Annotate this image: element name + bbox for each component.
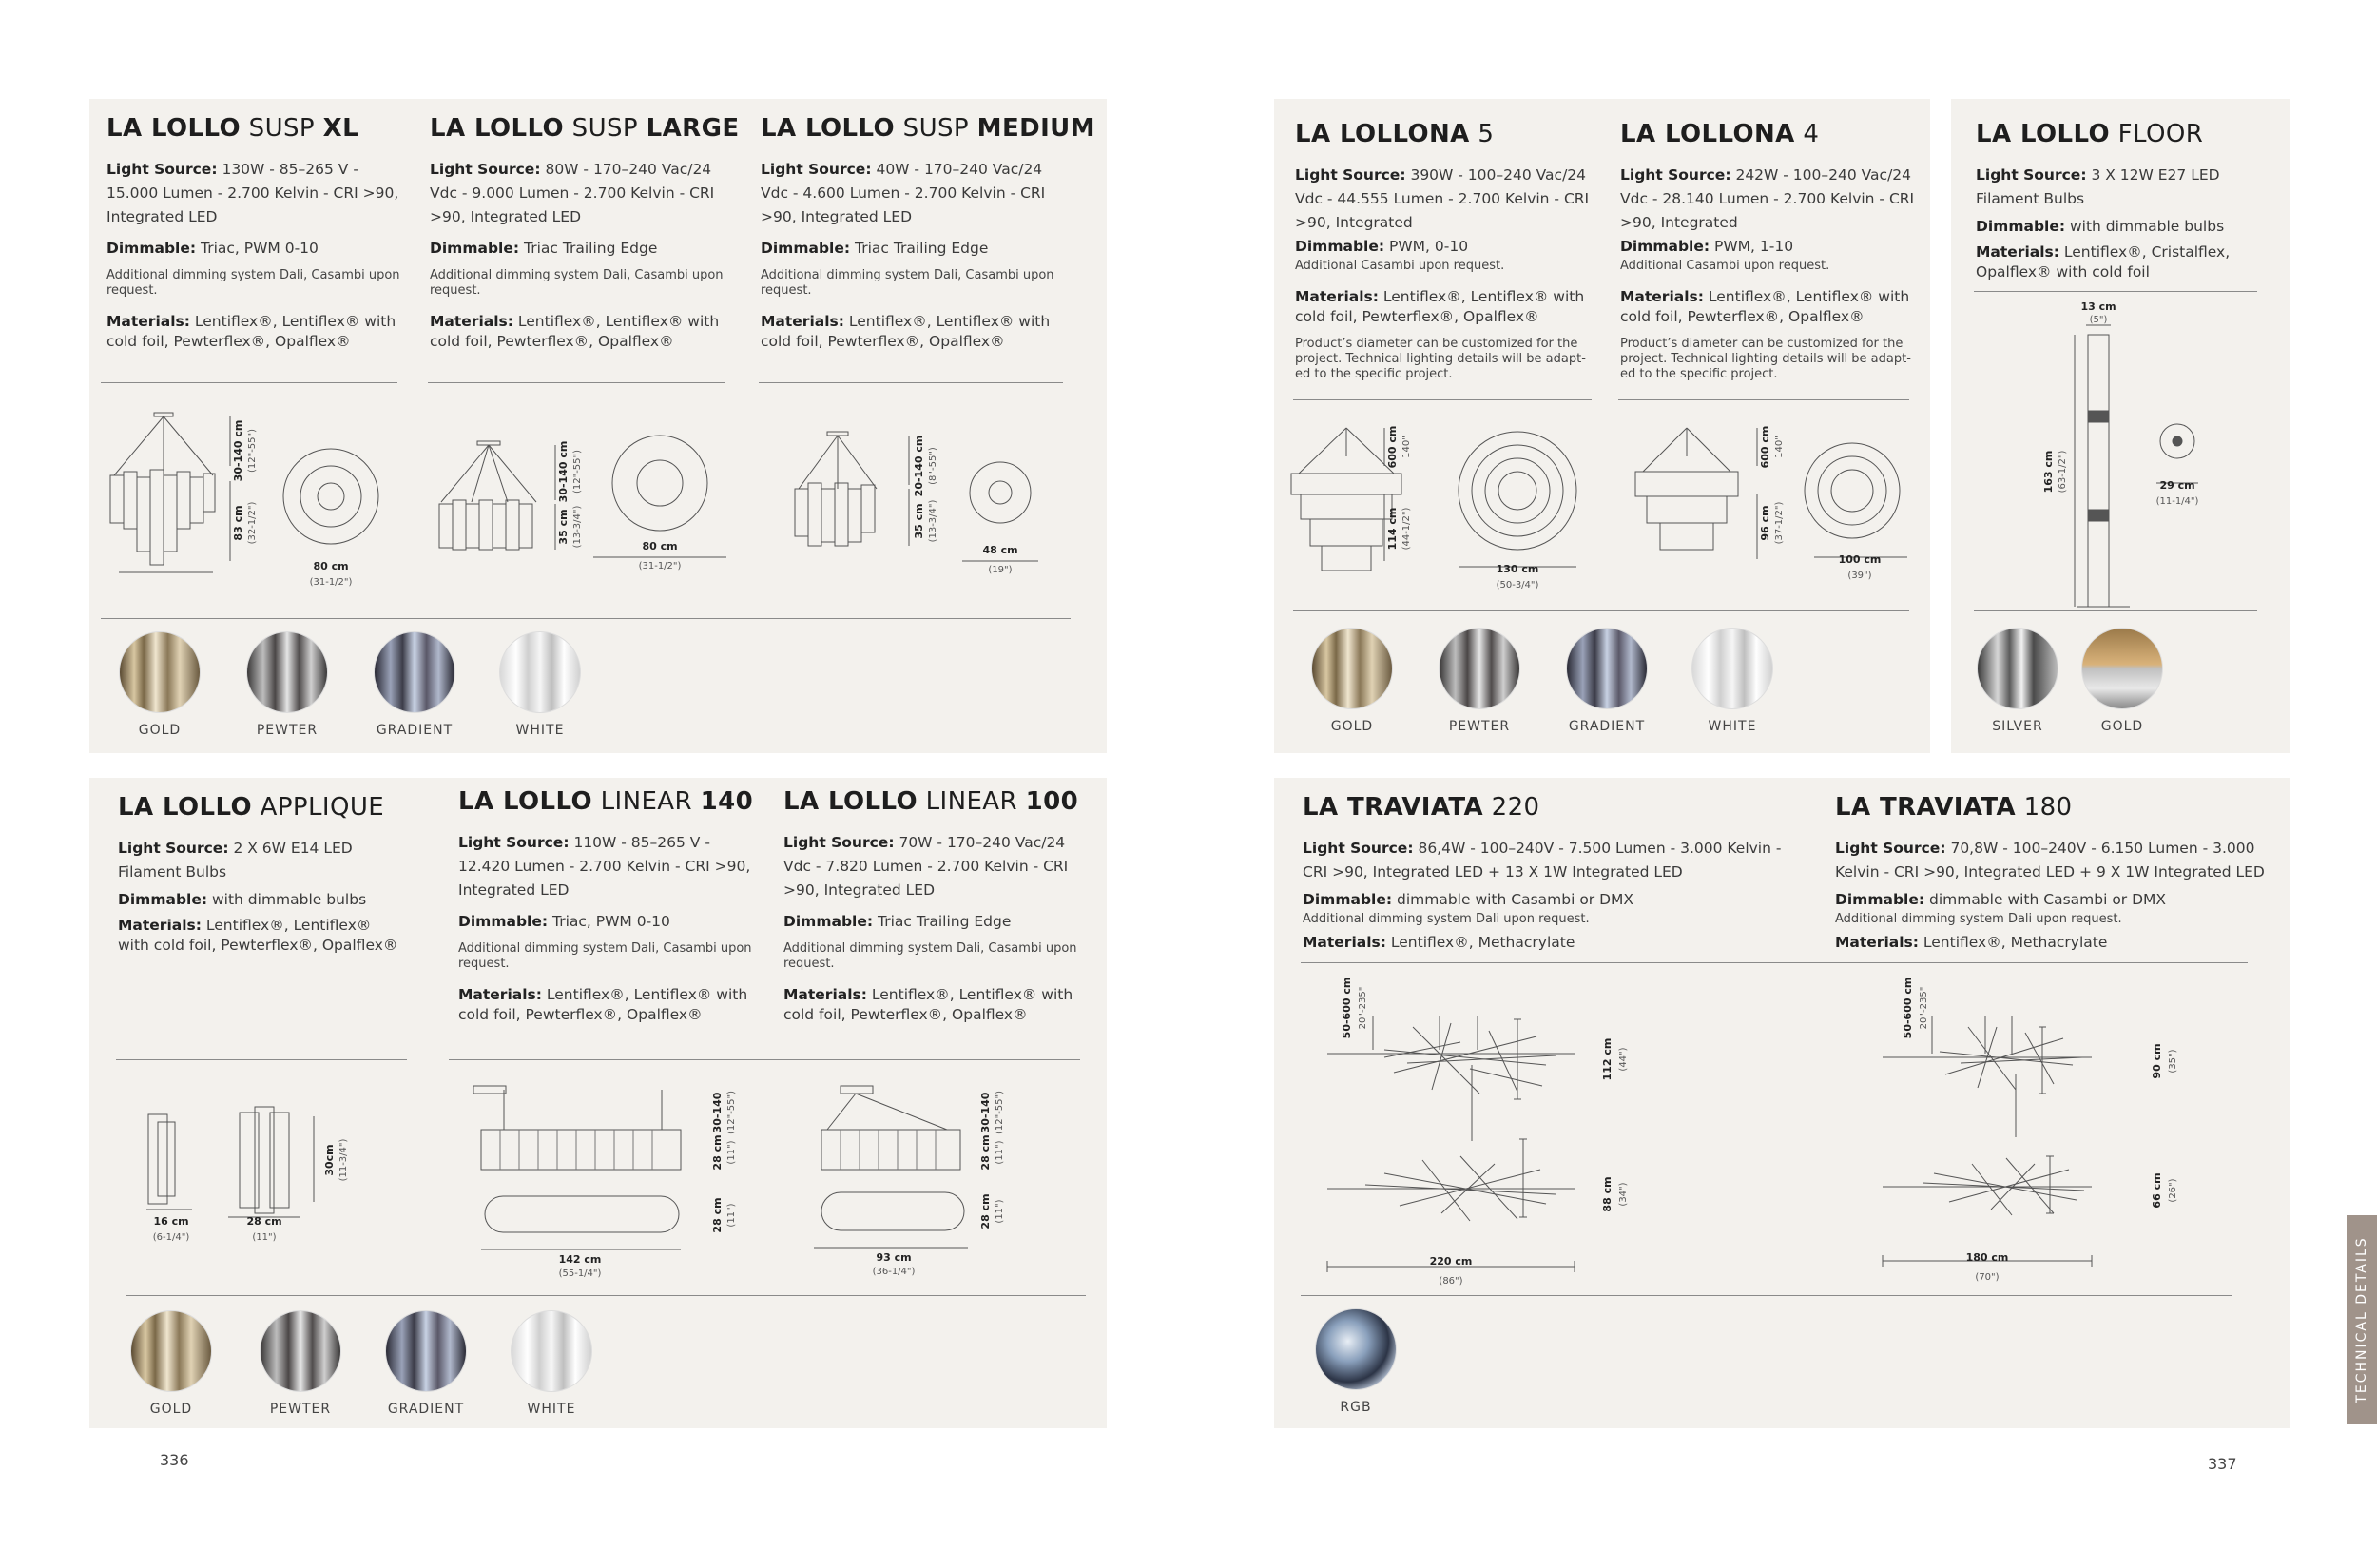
dimmable-spec: Dimmable: with dimmable bulbs — [118, 891, 367, 908]
dim-height: 114 cm — [1386, 507, 1399, 551]
dim-height: 30cm — [323, 1144, 336, 1176]
materials-spec: Materials: Lentiflex®, Methacrylate — [1303, 934, 1575, 951]
dimming-note: Additional dimming system Dali upon request. — [1835, 912, 2122, 926]
materials-spec: Materials: Lentiflex®, Methacrylate — [1835, 934, 2108, 951]
materials-spec: Materials: Lentiflex®, Lentiflex® with cold foil, Pewterflex®, Opalflex® — [1295, 288, 1585, 325]
finish-gold: GOLD — [1295, 628, 1409, 734]
finish-gradient-swatch — [1566, 628, 1648, 709]
materials-spec: Materials: Lentiflex®, Lentiflex® with cold foil, Pewterflex®, Opalflex® — [783, 986, 1073, 1023]
light-source-spec: Light Source: 390W - 100–240 Vac/24 Vdc - 44.555 Lumen - 2.700 Kelvin - CRI >90, Integrated — [1295, 166, 1590, 231]
dim-height-inch: (44") — [1618, 1047, 1629, 1072]
diagram-floor — [2035, 297, 2225, 620]
finish-pewter: PEWTER — [1422, 628, 1536, 734]
finish-pewter: PEWTER — [230, 631, 344, 738]
finish-white-swatch — [511, 1310, 592, 1392]
product-title: LA LOLLO LINEAR 140 — [458, 787, 754, 816]
materials-spec: Materials: Lentiflex®, Lentiflex® with cold foil, Pewterflex®, Opalflex® — [761, 313, 1051, 350]
dim-depth: 28 cm — [979, 1193, 992, 1229]
dim-width: 130 cm — [1496, 563, 1539, 575]
product-title: LA LOLLO SUSP LARGE — [430, 114, 740, 143]
dim-height-inch: (13-3/4") — [572, 505, 583, 549]
dim-height: 163 cm — [2042, 450, 2055, 494]
product-title: LA TRAVIATA 180 — [1835, 793, 2073, 822]
divider — [1301, 962, 2248, 963]
finish-gold-swatch — [130, 1310, 212, 1392]
product-lollona-4 — [1620, 120, 1923, 396]
finish-gold: GOLD — [103, 631, 217, 738]
finish-rgb: RGB — [1299, 1308, 1413, 1415]
dim-depth-inch: (34") — [1618, 1182, 1629, 1207]
dim-cable: 30-140 — [979, 1092, 992, 1133]
dimmable-spec: Dimmable: Triac Trailing Edge — [761, 240, 989, 257]
materials-spec: Materials: Lentiflex®, Lentiflex® with cold foil, Pewterflex®, Opalflex® — [118, 917, 398, 954]
finish-white-swatch — [1691, 628, 1773, 709]
dim-cable: 30-140 — [711, 1092, 724, 1133]
product-linear-140 — [458, 787, 761, 1033]
dimming-note: Additional dimming system Dali upon request. — [1303, 912, 1590, 926]
finish-silver: SILVER — [1961, 628, 2075, 734]
product-linear-100 — [783, 787, 1086, 1033]
materials-spec: Materials: Lentiflex®, Lentiflex® with cold foil, Pewterflex®, Opalflex® — [1620, 288, 1910, 325]
dim-height-inch: (44-1/2") — [1401, 507, 1412, 551]
dim-height-inch: (35") — [2168, 1049, 2178, 1074]
product-susp-xl — [106, 114, 411, 359]
product-title: LA TRAVIATA 220 — [1303, 793, 1540, 822]
dim-top: 13 cm — [2080, 300, 2116, 313]
divider — [428, 382, 725, 383]
dim-width: 93 cm — [876, 1251, 912, 1264]
finish-gold-swatch — [119, 631, 201, 713]
product-title: LA LOLLONA 5 — [1295, 120, 1495, 148]
dim-height-cable: 30-140 cm — [232, 419, 244, 482]
dim-cable-inch: (12"-55") — [726, 1090, 737, 1135]
dim-depth: 66 cm — [2151, 1172, 2163, 1209]
product-lollona-5 — [1295, 120, 1597, 396]
page-number-right: 337 — [2208, 1455, 2237, 1473]
divider — [1293, 399, 1592, 400]
dim-suspension: 600 cm — [1386, 425, 1399, 469]
finish-gradient-swatch — [385, 1310, 467, 1392]
dimmable-spec: Dimmable: Triac Trailing Edge — [783, 913, 1012, 930]
product-applique — [118, 793, 403, 963]
diagram-traviata-220 — [1327, 970, 1651, 1293]
dim-height-inch: (37-1/2") — [1774, 501, 1785, 545]
divider — [1618, 399, 1909, 400]
divider — [449, 1059, 1080, 1060]
dim-width-inch: (70") — [1975, 1272, 2000, 1283]
dimming-note: Additional Casambi upon request. — [1620, 259, 1830, 273]
finish-gold-swatch — [1311, 628, 1393, 709]
dim-height: 90 cm — [2151, 1043, 2163, 1079]
finish-pewter: PEWTER — [243, 1310, 358, 1417]
dimming-note: Additional dimming system Dali, Casambi upon request. — [761, 268, 1054, 298]
dim-depth: 28 cm — [711, 1197, 724, 1233]
light-source-spec: Light Source: 70,8W - 100–240V - 6.150 Lumen - 3.000 Kelvin - CRI >90, Integrated LED + 9 X 1W Integrated LED — [1835, 840, 2265, 881]
dim-width-inch: (31-1/2") — [638, 561, 682, 571]
finish-silver-swatch — [1977, 628, 2058, 709]
dim-top-inch: (5") — [2089, 315, 2108, 325]
materials-spec: Materials: Lentiflex®, Cristalflex, Opalflex® with cold foil — [1976, 243, 2231, 281]
divider — [101, 382, 397, 383]
product-susp-medium — [761, 114, 1095, 359]
dim-width-inch: (55-1/4") — [558, 1268, 602, 1279]
dim-suspension-inch: 140" — [1401, 436, 1412, 458]
dim-depth: 16 cm — [153, 1215, 189, 1228]
light-source-spec: Light Source: 70W - 170–240 Vac/24 Vdc - 7.820 Lumen - 2.700 Kelvin - CRI >90, Integrated LED — [783, 834, 1069, 899]
dim-suspension-inch: 140" — [1774, 436, 1785, 458]
light-source-spec: Light Source: 2 X 6W E14 LED Filament Bulbs — [118, 840, 353, 881]
diagram-lollona-5 — [1289, 418, 1613, 609]
dim-diameter: 29 cm — [2159, 479, 2195, 492]
dim-height-inch: (63-1/2") — [2058, 450, 2068, 494]
divider — [126, 1295, 1086, 1296]
dimmable-spec: Dimmable: Triac, PWM 0-10 — [106, 240, 319, 257]
product-traviata-180 — [1835, 793, 2282, 962]
product-title: LA LOLLO LINEAR 100 — [783, 787, 1079, 816]
dim-width: 48 cm — [982, 544, 1018, 556]
product-title: LA LOLLO SUSP MEDIUM — [761, 114, 1095, 143]
finish-rgb-swatch — [1315, 1308, 1397, 1390]
dim-width: 80 cm — [313, 560, 349, 572]
dim-width-inch: (39") — [1847, 571, 1872, 581]
product-title: LA LOLLONA 4 — [1620, 120, 1820, 148]
divider — [101, 618, 1071, 619]
finish-white: WHITE — [494, 1310, 609, 1417]
dim-width: 142 cm — [558, 1253, 602, 1266]
dim-width: 80 cm — [642, 540, 678, 552]
product-title: LA LOLLO APPLIQUE — [118, 793, 385, 822]
dim-depth-inch: (11") — [726, 1203, 737, 1228]
product-title: LA LOLLO SUSP XL — [106, 114, 359, 143]
dim-height-cable-inch: (8"-55") — [928, 447, 938, 485]
dim-suspension: 600 cm — [1759, 425, 1771, 469]
dim-width: 100 cm — [1838, 553, 1882, 566]
dim-height-cable: 20-140 cm — [913, 435, 925, 497]
dim-depth-inch: (11") — [995, 1199, 1005, 1224]
divider — [1974, 610, 2257, 611]
finish-gradient: GRADIENT — [369, 1310, 483, 1417]
dimming-note: Additional dimming system Dali, Casambi upon request. — [783, 941, 1077, 971]
customization-note: Product’s diameter can be customized for the project. Technical lighting details will be adapt-ed to the specific project. — [1295, 337, 1586, 381]
dim-suspension-inch: 20"-235" — [1919, 986, 1929, 1030]
dim-height-inch: (13-3/4") — [928, 499, 938, 543]
diagram-linear-140 — [466, 1080, 761, 1280]
finish-gradient: GRADIENT — [1550, 628, 1664, 734]
dim-diameter-inch: (11-1/4") — [2155, 496, 2199, 507]
dim-height: 96 cm — [1759, 505, 1771, 541]
dim-depth-inch: (6-1/4") — [152, 1232, 190, 1243]
dim-width: 28 cm — [246, 1215, 282, 1228]
light-source-spec: Light Source: 40W - 170–240 Vac/24 Vdc - 4.600 Lumen - 2.700 Kelvin - CRI >90, Integrated LED — [761, 161, 1046, 225]
divider — [1301, 1295, 2232, 1296]
dim-width-inch: (50-3/4") — [1496, 580, 1539, 590]
light-source-spec: Light Source: 3 X 12W E27 LED Filament Bulbs — [1976, 166, 2220, 207]
light-source-spec: Light Source: 242W - 100–240 Vac/24 Vdc - 28.140 Lumen - 2.700 Kelvin - CRI >90, Integrated — [1620, 166, 1915, 231]
diagram-susp-medium — [785, 428, 1071, 599]
dim-height-inch: (11-3/4") — [338, 1138, 349, 1182]
dimmable-spec: Dimmable: with dimmable bulbs — [1976, 218, 2225, 235]
diagram-susp-large — [434, 428, 738, 599]
finish-pewter-swatch — [246, 631, 328, 713]
light-source-spec: Light Source: 110W - 85–265 V - 12.420 Lumen - 2.700 Kelvin - CRI >90, Integrated LED — [458, 834, 751, 899]
dim-height: 83 cm — [232, 505, 244, 541]
dimmable-spec: Dimmable: dimmable with Casambi or DMX — [1303, 891, 1634, 908]
materials-spec: Materials: Lentiflex®, Lentiflex® with cold foil, Pewterflex®, Opalflex® — [430, 313, 720, 350]
dimming-note: Additional dimming system Dali, Casambi upon request. — [430, 268, 724, 298]
dim-height: 35 cm — [913, 503, 925, 539]
diagram-susp-xl — [105, 409, 399, 599]
dim-suspension-inch: 20"-235" — [1358, 986, 1368, 1030]
dim-height-inch: (11") — [726, 1140, 737, 1165]
dim-height: 35 cm — [557, 509, 570, 545]
dimmable-spec: Dimmable: PWM, 1-10 — [1620, 238, 1794, 255]
dim-height: 28 cm — [979, 1134, 992, 1171]
dim-width-inch: (86") — [1439, 1276, 1463, 1287]
dimming-note: Additional Casambi upon request. — [1295, 259, 1505, 273]
diagram-linear-100 — [814, 1080, 1061, 1280]
finish-pewter-swatch — [260, 1310, 341, 1392]
materials-spec: Materials: Lentiflex®, Lentiflex® with cold foil, Pewterflex®, Opalflex® — [458, 986, 748, 1023]
dim-height-cable: 30-140 cm — [557, 440, 570, 503]
dim-height-cable-inch: (12"-55") — [247, 428, 258, 474]
dim-height: 28 cm — [711, 1134, 724, 1171]
finish-gold-swatch — [2081, 628, 2163, 709]
divider — [116, 1059, 407, 1060]
dim-width-inch: (19") — [988, 565, 1013, 575]
dim-depth: 88 cm — [1601, 1176, 1614, 1212]
finish-white-swatch — [499, 631, 581, 713]
dim-height-inch: (32-1/2") — [247, 501, 258, 545]
finish-gold: GOLD — [114, 1310, 228, 1417]
dimming-note: Additional dimming system Dali, Casambi upon request. — [458, 941, 752, 971]
dim-width-inch: (11") — [252, 1232, 277, 1243]
product-traviata-220 — [1303, 793, 1797, 962]
materials-spec: Materials: Lentiflex®, Lentiflex® with cold foil, Pewterflex®, Opalflex® — [106, 313, 396, 350]
dimmable-spec: Dimmable: Triac, PWM 0-10 — [458, 913, 670, 930]
divider — [1293, 610, 1909, 611]
light-source-spec: Light Source: 86,4W - 100–240V - 7.500 Lumen - 3.000 Kelvin - CRI >90, Integrated LED + 13 X 1W Integrated LED — [1303, 840, 1782, 881]
finish-gold: GOLD — [2065, 628, 2179, 734]
finish-pewter-swatch — [1439, 628, 1520, 709]
dimmable-spec: Dimmable: PWM, 0-10 — [1295, 238, 1469, 255]
light-source-spec: Light Source: 130W - 85–265 V - 15.000 Lumen - 2.700 Kelvin - CRI >90, Integrated LED — [106, 161, 399, 225]
product-title: LA LOLLO FLOOR — [1976, 120, 2204, 148]
product-floor — [1976, 120, 2278, 290]
dim-suspension: 50-600 cm — [1902, 977, 1914, 1039]
dim-suspension: 50-600 cm — [1341, 977, 1353, 1039]
diagram-applique — [133, 1103, 390, 1255]
section-tab: TECHNICAL DETAILS — [2347, 1215, 2377, 1424]
dim-cable-inch: (12"-55") — [995, 1090, 1005, 1135]
dim-width-inch: (31-1/2") — [309, 577, 353, 588]
dim-height: 112 cm — [1601, 1037, 1614, 1081]
dimmable-spec: Dimmable: dimmable with Casambi or DMX — [1835, 891, 2167, 908]
dimming-note: Additional dimming system Dali, Casambi upon request. — [106, 268, 400, 298]
dim-depth-inch: (26") — [2168, 1178, 2178, 1203]
divider — [759, 382, 1063, 383]
diagram-traviata-180 — [1873, 970, 2196, 1293]
divider — [1974, 291, 2257, 292]
product-susp-large — [430, 114, 740, 359]
dim-width-inch: (36-1/4") — [872, 1267, 916, 1277]
finish-gradient-swatch — [374, 631, 455, 713]
dim-height-cable-inch: (12"-55") — [572, 449, 583, 494]
customization-note: Product’s diameter can be customized for the project. Technical lighting details will be adapt-ed to the specific project. — [1620, 337, 1911, 381]
light-source-spec: Light Source: 80W - 170–240 Vac/24 Vdc - 9.000 Lumen - 2.700 Kelvin - CRI >90, Integrated LED — [430, 161, 715, 225]
dim-width: 180 cm — [1965, 1251, 2009, 1264]
page-number-left: 336 — [160, 1451, 189, 1469]
dim-height-inch: (11") — [995, 1140, 1005, 1165]
diagram-lollona-4 — [1632, 418, 1926, 609]
finish-white: WHITE — [1675, 628, 1789, 734]
finish-gradient: GRADIENT — [358, 631, 472, 738]
dimmable-spec: Dimmable: Triac Trailing Edge — [430, 240, 658, 257]
finish-white: WHITE — [483, 631, 597, 738]
dim-width: 220 cm — [1429, 1255, 1473, 1268]
